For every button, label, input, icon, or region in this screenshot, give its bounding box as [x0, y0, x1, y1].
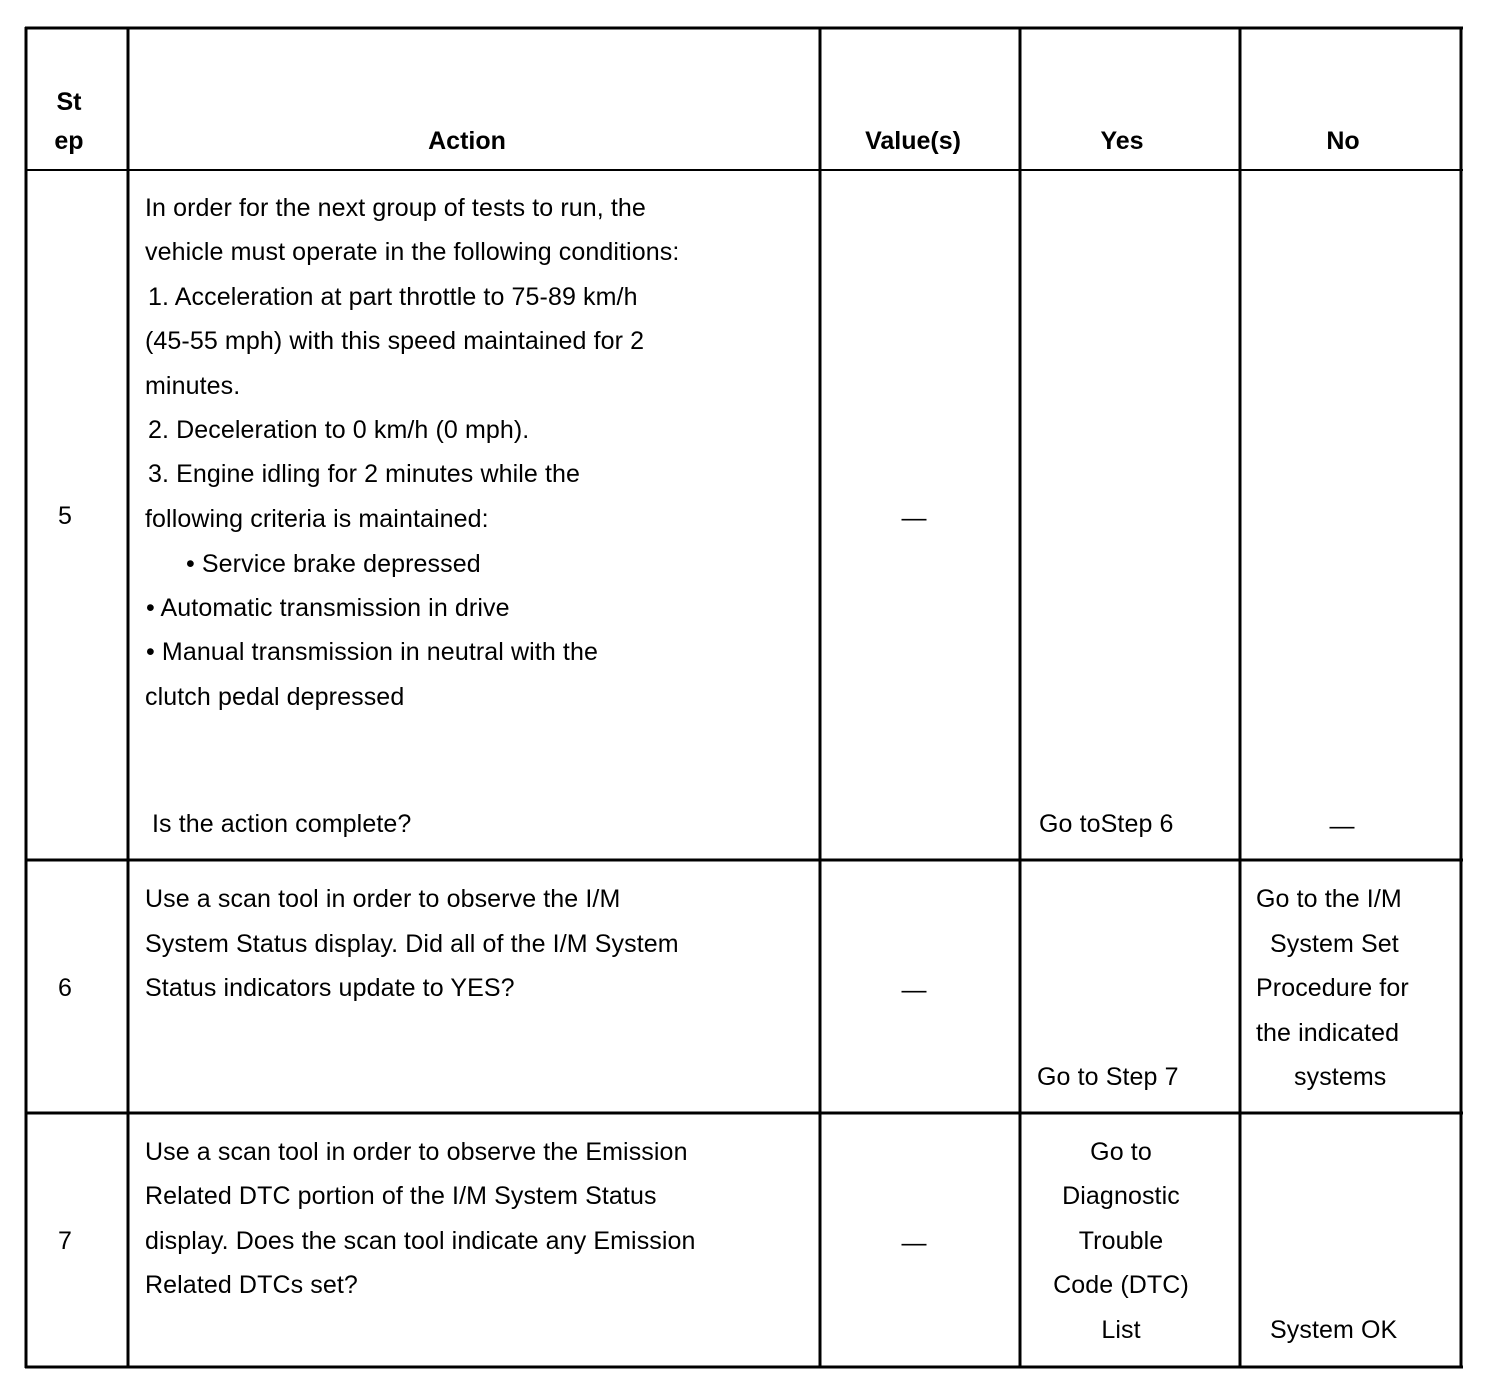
row-5-bullet-item: • Service brake depressed	[186, 550, 481, 578]
row-6-value: —	[901, 976, 927, 1004]
row-7-action-line: display. Does the scan tool indicate any Emission	[145, 1227, 696, 1255]
row-6-no-line: systems	[1294, 1063, 1387, 1091]
header-step-line2: ep	[54, 127, 84, 155]
row-7-yes-line: Code (DTC)	[1053, 1271, 1189, 1299]
row-5-step: 5	[58, 502, 73, 530]
row-6-no-line: Procedure for	[1256, 974, 1409, 1002]
row-6-action-line: System Status display. Did all of the I/M System	[145, 930, 679, 958]
header-values: Value(s)	[865, 127, 961, 155]
row-5-yes: Go toStep 6	[1039, 810, 1174, 838]
row-6-action-line: Use a scan tool in order to observe the I/M	[145, 885, 621, 913]
row-7-value: —	[901, 1229, 927, 1257]
row-6-no-line: System Set	[1270, 930, 1399, 958]
row-5-no: —	[1329, 812, 1355, 840]
row-7-yes-line: Go to	[1090, 1138, 1152, 1166]
header-no: No	[1326, 127, 1360, 155]
row-5-value: —	[901, 504, 927, 532]
row-5-action-line: following criteria is maintained:	[145, 505, 489, 533]
row-7-action-line: Related DTC portion of the I/M System Status	[145, 1182, 657, 1210]
row-7-step: 7	[58, 1227, 73, 1255]
row-7-action-line: Use a scan tool in order to observe the Emission	[145, 1138, 688, 1166]
header-step-line1: St	[56, 88, 82, 116]
row-5-question: Is the action complete?	[152, 810, 412, 838]
row-6-action-line: Status indicators update to YES?	[145, 974, 515, 1002]
row-7-no: System OK	[1270, 1316, 1398, 1344]
row-7-action-line: Related DTCs set?	[145, 1271, 358, 1299]
row-5-action-line: minutes.	[145, 372, 241, 400]
row-6-yes: Go to Step 7	[1037, 1063, 1179, 1091]
row-6-no-line: Go to the I/M	[1256, 885, 1402, 913]
row-5-action-line: 3. Engine idling for 2 minutes while the	[148, 460, 581, 488]
header-yes: Yes	[1100, 127, 1144, 155]
row-5-bullet-item: • Manual transmission in neutral with the	[146, 638, 598, 666]
row-5-action-line: In order for the next group of tests to run, the	[145, 194, 646, 222]
row-5-action-line: 2. Deceleration to 0 km/h (0 mph).	[148, 416, 530, 444]
row-5-bullet-item: • Automatic transmission in drive	[146, 594, 510, 622]
row-5-action-line: 1. Acceleration at part throttle to 75-89 km/h	[148, 283, 638, 311]
header-action: Action	[428, 127, 506, 155]
row-7-yes-line: List	[1101, 1316, 1141, 1344]
row-5-action-line: clutch pedal depressed	[145, 683, 405, 711]
row-7-yes-line: Diagnostic	[1062, 1182, 1180, 1210]
row-5-action-line: (45-55 mph) with this speed maintained for 2	[145, 327, 645, 355]
row-6-no-line: the indicated	[1256, 1019, 1400, 1047]
row-6-step: 6	[58, 974, 73, 1002]
row-7-yes-line: Trouble	[1078, 1227, 1164, 1255]
row-5-action-line: vehicle must operate in the following conditions:	[145, 238, 680, 266]
